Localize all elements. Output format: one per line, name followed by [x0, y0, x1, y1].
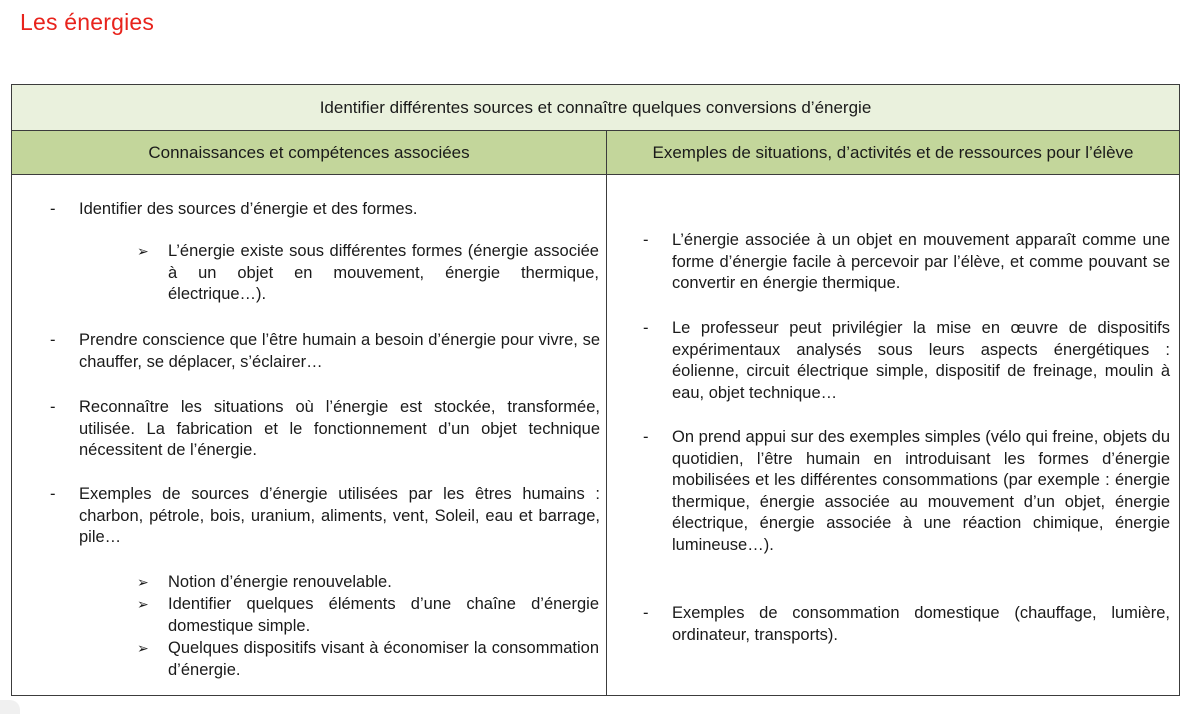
arrow-bullet-icon: ➢ [137, 243, 149, 259]
knowledge-cell [12, 175, 606, 695]
list-item [50, 199, 600, 221]
corner-decoration [0, 700, 20, 714]
list-item-text: Exemples de sources d’énergie utilisées par les êtres humains : charbon, pétrole, bois, uranium, aliments, vent, Soleil, eau et barrage, pile… [79, 485, 600, 546]
sub-list-item [137, 594, 599, 637]
list-item [50, 397, 600, 462]
dash-bullet: - [643, 319, 649, 337]
column-header-knowledge: Connaissances et compétences associées [148, 143, 470, 162]
sub-list-item [137, 241, 599, 306]
examples-cell [607, 175, 1179, 695]
sub-list-item [137, 638, 599, 681]
list-item [643, 318, 1170, 404]
list-item-text: On prend appui sur des exemples simples (vélo qui freine, objets du quotidien, l’être humain en introduisant les formes d’énergie mobilisées et les différentes consommations (par exemple : énergie thermique, énergie associée au mouvement d’un objet, énergie électrique, énergie associée à une réaction chimique, énergie lumineuse…). [672, 428, 1170, 554]
dash-bullet: - [50, 331, 56, 349]
column-header-examples: Exemples de situations, d’activités et de ressources pour l’élève [652, 143, 1134, 162]
list-item [50, 330, 600, 373]
list-item-text: L’énergie associée à un objet en mouvement apparaît comme une forme d’énergie facile à percevoir par l’élève, et comme pouvant se convertir en énergie thermique. [672, 231, 1170, 292]
arrow-bullet-icon: ➢ [137, 596, 149, 612]
dash-bullet: - [643, 604, 649, 622]
list-item [643, 230, 1170, 295]
list-item-text: Prendre conscience que l’être humain a besoin d’énergie pour vivre, se chauffer, se déplacer, s’éclairer… [79, 331, 600, 371]
arrow-bullet-icon: ➢ [137, 574, 149, 590]
dash-bullet: - [643, 428, 649, 446]
sub-list-item-text: Identifier quelques éléments d’une chaîne d’énergie domestique simple. [168, 595, 599, 635]
list-item [643, 603, 1170, 646]
list-item [643, 427, 1170, 556]
sub-list-item-text: L’énergie existe sous différentes formes (énergie associée à un objet en mouvement, énergie thermique, électrique…). [168, 242, 599, 303]
dash-bullet: - [50, 398, 56, 416]
column-header-row [12, 131, 1179, 175]
sub-list-item [137, 572, 599, 594]
curriculum-table [11, 84, 1180, 696]
dash-bullet: - [50, 485, 56, 503]
list-item-text: Exemples de consommation domestique (chauffage, lumière, ordinateur, transports). [672, 604, 1170, 644]
arrow-bullet-icon: ➢ [137, 640, 149, 656]
table-heading: Identifier différentes sources et connaître quelques conversions d’énergie [12, 85, 1179, 131]
page-title: Les énergies [20, 9, 155, 35]
sub-list-item-text: Notion d’énergie renouvelable. [168, 573, 392, 591]
sub-list-item-text: Quelques dispositifs visant à économiser la consommation d’énergie. [168, 639, 599, 679]
list-item-text: Reconnaître les situations où l’énergie est stockée, transformée, utilisée. La fabrication et le fonctionnement d’un objet technique nécessitent de l’énergie. [79, 398, 600, 459]
list-item [50, 484, 600, 549]
list-item-text: Le professeur peut privilégier la mise en œuvre de dispositifs expérimentaux analysés sous leurs aspects énergétiques : éolienne, circuit électrique simple, dispositif de freinage, moulin à eau, objet technique… [672, 319, 1170, 402]
list-item-text: Identifier des sources d’énergie et des formes. [79, 200, 418, 218]
dash-bullet: - [643, 231, 649, 249]
dash-bullet: - [50, 200, 56, 218]
